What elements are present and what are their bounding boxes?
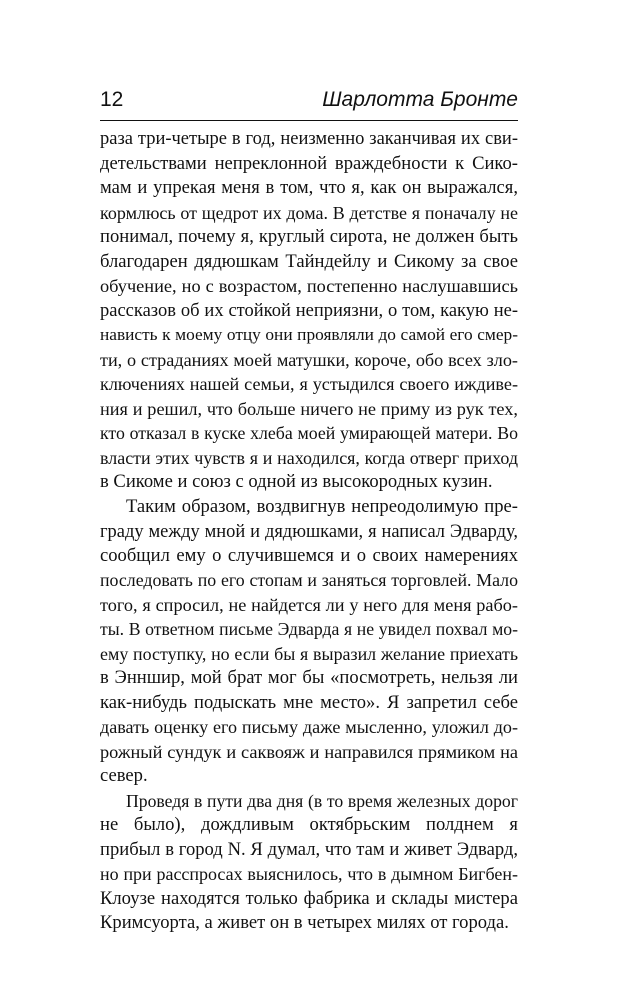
text-line: Проведя в пути два дня (в то время железных дорог [126, 790, 518, 811]
running-title: Шарлотта Бронте [322, 88, 518, 111]
text-line: раза три-четыре в год, неизменно заканчивая их сви- [100, 129, 518, 149]
text-line: последовать по его стопам и заняться торговлей. Мало [100, 570, 518, 590]
text-line: Кримсуорта, а живет он в четырех милях от города. [100, 912, 509, 933]
text-line: власти этих чувств я и находился, когда отверг приход [100, 447, 518, 468]
text-line: но при расспросах выяснилось, что в дымном Бигбен- [100, 864, 518, 884]
text-line: в Энншир, мой брат мог бы «посмотреть, нельзя ли [100, 667, 518, 688]
text-line: давать оценку его письму даже мысленно, уложил до- [100, 717, 518, 737]
text-line: нависть к моему отцу они проявляли до самой его смер- [100, 325, 518, 344]
text-line: граду между мной и дядюшками, я написал Эдварду, [100, 521, 518, 541]
text-line: ключениях нашей семьи, я устыдился своего иждиве- [100, 374, 518, 394]
text-line: сообщил ему о случившемся и о своих намерениях [100, 544, 518, 566]
text-line: север. [100, 765, 148, 786]
text-line: кто отказал в куске хлеба моей умирающей матери. Во [100, 423, 518, 443]
text-line: рассказов об их стойкой неприязни, о том, какую не- [100, 300, 518, 321]
text-line: кормлюсь от щедрот их дома. В детстве я поначалу не [100, 202, 518, 223]
text-line: ему поступку, но если бы я выразил желание приехать [100, 643, 518, 664]
text-line: того, я спросил, не найдется ли у него для меня рабо- [100, 594, 518, 615]
text-line: в Сикоме и союз с одной из высокородных кузин. [100, 471, 493, 492]
text-line: рожный сундук и саквояж и направился прямиком на [100, 741, 518, 762]
text-line: ния и решил, что больше ничего не приму из рук тех, [100, 398, 518, 419]
paragraph [100, 789, 518, 936]
text-line: не было), дождливым октябрьским полднем я [100, 814, 518, 835]
text-line: ты. В ответном письме Эдварда я не увидел похвал мо- [100, 619, 518, 639]
text-line: Клоузе находятся только фабрика и склады мистера [100, 887, 518, 909]
text-line: благодарен дядюшкам Тайндейлу и Сикому за свое [100, 250, 518, 272]
text-line: детельствами непреклонной враждебности к Сико- [100, 152, 518, 174]
text-line: мам и упрекая меня в том, что я, как он выражался, [100, 177, 518, 198]
text-line: прибыл в город N. Я думал, что там и живет Эдвард, [100, 838, 518, 860]
text-line: понимал, почему я, круглый сирота, не должен быть [100, 226, 518, 247]
paragraph [100, 127, 518, 495]
text-line: Таким образом, воздвигнув непреодолимую пре- [126, 495, 518, 517]
running-header [100, 86, 518, 121]
page-number: 12 [100, 88, 124, 111]
body-text [100, 127, 518, 936]
text-line: обучение, но с возрастом, постепенно наслушавшись [100, 276, 518, 296]
text-line: ти, о страданиях моей матушки, короче, обо всех зло- [100, 349, 518, 370]
text-line: как-нибудь подыскать мне место». Я запретил себе [100, 691, 518, 713]
paragraph [100, 495, 518, 789]
